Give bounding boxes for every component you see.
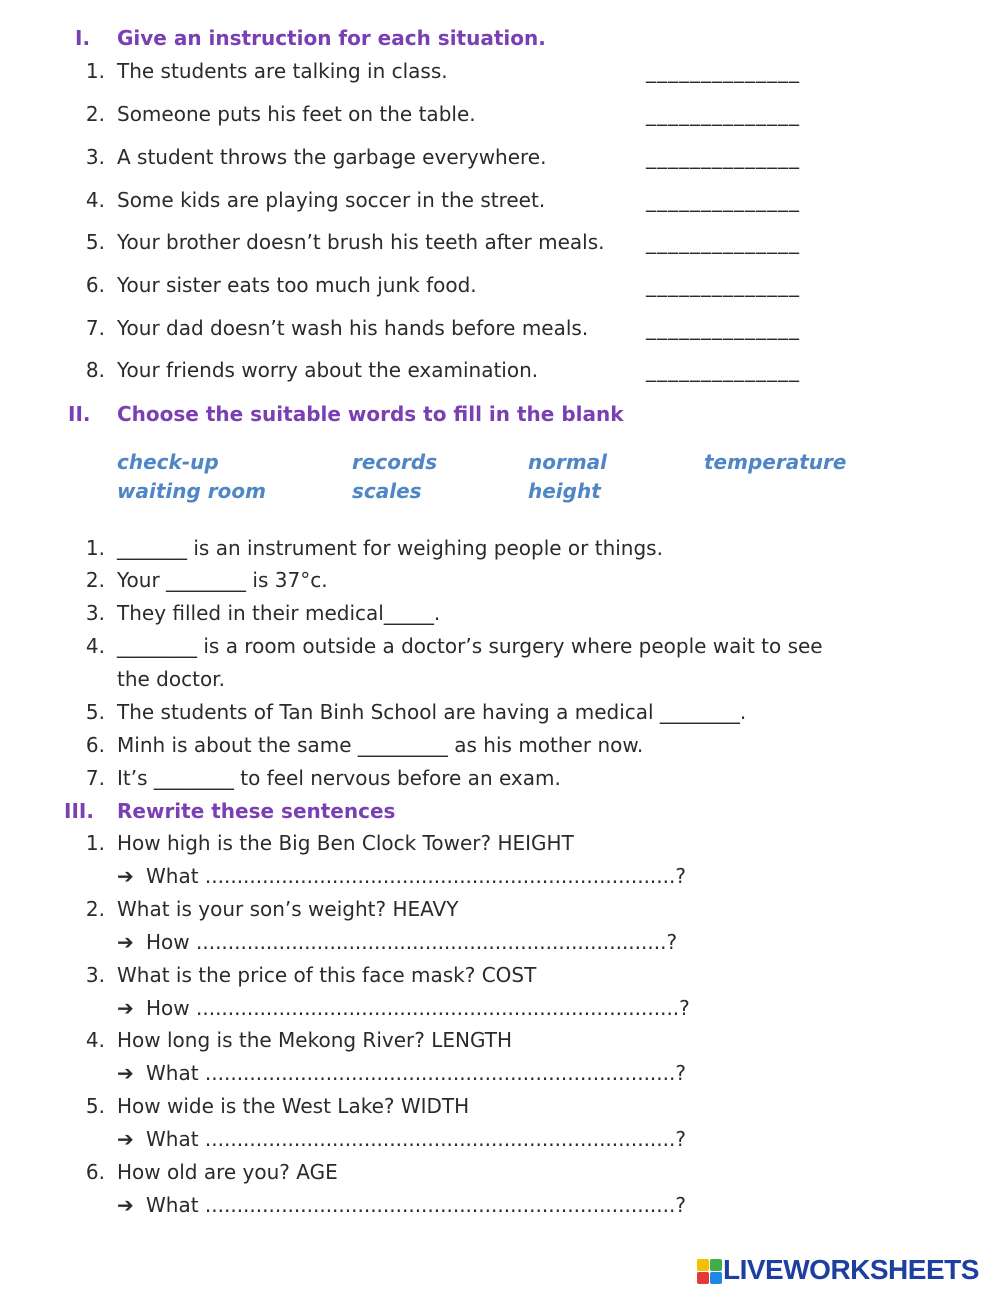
section3-title: Rewrite these sentences xyxy=(117,799,396,823)
fill-blank-sentence[interactable]: ________ is a room outside a doctor’s surgery where people wait to see xyxy=(117,634,823,658)
fill-blank-sentence[interactable]: Your ________ is 37°c. xyxy=(117,568,328,592)
item-number: 1. xyxy=(85,59,105,83)
situation-text: Your brother doesn’t brush his teeth after meals. xyxy=(117,230,605,254)
situation-text: Your sister eats too much junk food. xyxy=(117,273,477,297)
section2-title: Choose the suitable words to fill in the blank xyxy=(117,402,624,426)
word-bank-item: normal xyxy=(528,450,608,474)
rewrite-answer-line[interactable]: How ............................................................................? xyxy=(146,996,690,1020)
section3-number: III. xyxy=(64,799,94,823)
situation-text: Your friends worry about the examination. xyxy=(117,358,539,382)
rewrite-prompt: What is the price of this face mask? COST xyxy=(117,963,537,987)
situation-text: Your dad doesn’t wash his hands before meals. xyxy=(117,316,589,340)
item-number: 5. xyxy=(85,700,105,724)
rewrite-answer-line[interactable]: What ..........................................................................? xyxy=(146,1193,686,1217)
answer-blank[interactable]: ______________ xyxy=(646,230,800,254)
arrow-icon: ➔ xyxy=(117,1193,134,1217)
answer-blank[interactable]: ______________ xyxy=(646,358,800,382)
answer-blank[interactable]: ______________ xyxy=(646,145,800,169)
word-bank-item: height xyxy=(528,479,601,503)
arrow-icon: ➔ xyxy=(117,864,134,888)
item-number: 8. xyxy=(85,358,105,382)
situation-text: A student throws the garbage everywhere. xyxy=(117,145,547,169)
item-number: 6. xyxy=(85,733,105,757)
item-number: 3. xyxy=(85,145,105,169)
item-number: 6. xyxy=(85,273,105,297)
word-bank-item: temperature xyxy=(704,450,847,474)
rewrite-answer-line[interactable]: What ..........................................................................? xyxy=(146,1061,686,1085)
situation-text: Someone puts his feet on the table. xyxy=(117,102,476,126)
item-number: 4. xyxy=(85,188,105,212)
logo-mark-icon xyxy=(697,1259,723,1285)
arrow-icon: ➔ xyxy=(117,1061,134,1085)
item-number: 2. xyxy=(85,897,105,921)
answer-blank[interactable]: ______________ xyxy=(646,59,800,83)
word-bank-item: scales xyxy=(352,479,422,503)
arrow-icon: ➔ xyxy=(117,996,134,1020)
fill-blank-sentence[interactable]: They filled in their medical_____. xyxy=(117,601,441,625)
item-number: 2. xyxy=(85,568,105,592)
arrow-icon: ➔ xyxy=(117,930,134,954)
rewrite-prompt: How high is the Big Ben Clock Tower? HEIGHT xyxy=(117,831,574,855)
section1-title: Give an instruction for each situation. xyxy=(117,26,546,50)
rewrite-prompt: What is your son’s weight? HEAVY xyxy=(117,897,459,921)
item-number: 4. xyxy=(85,634,105,658)
rewrite-answer-line[interactable]: What ..........................................................................? xyxy=(146,1127,686,1151)
item-number: 6. xyxy=(85,1160,105,1184)
liveworksheets-logo xyxy=(697,1254,979,1286)
item-number: 1. xyxy=(85,831,105,855)
answer-blank[interactable]: ______________ xyxy=(646,316,800,340)
item-number: 2. xyxy=(85,102,105,126)
item-number: 7. xyxy=(85,766,105,790)
rewrite-prompt: How wide is the West Lake? WIDTH xyxy=(117,1094,470,1118)
fill-blank-sentence[interactable]: The students of Tan Binh School are having a medical ________. xyxy=(117,700,747,724)
rewrite-prompt: How old are you? AGE xyxy=(117,1160,338,1184)
item-number: 3. xyxy=(85,601,105,625)
rewrite-answer-line[interactable]: What ..........................................................................? xyxy=(146,864,686,888)
section1-number: I. xyxy=(75,26,91,50)
item-number: 5. xyxy=(85,230,105,254)
fill-blank-sentence[interactable]: It’s ________ to feel nervous before an exam. xyxy=(117,766,561,790)
answer-blank[interactable]: ______________ xyxy=(646,102,800,126)
word-bank-item: waiting room xyxy=(117,479,266,503)
situation-text: The students are talking in class. xyxy=(117,59,448,83)
logo-text: LIVEWORKSHEETS xyxy=(723,1254,979,1285)
item-number: 5. xyxy=(85,1094,105,1118)
rewrite-prompt: How long is the Mekong River? LENGTH xyxy=(117,1028,512,1052)
section2-number: II. xyxy=(68,402,91,426)
answer-blank[interactable]: ______________ xyxy=(646,188,800,212)
item-number: 4. xyxy=(85,1028,105,1052)
answer-blank[interactable]: ______________ xyxy=(646,273,800,297)
fill-blank-sentence[interactable]: the doctor. xyxy=(117,667,225,691)
rewrite-answer-line[interactable]: How ..........................................................................? xyxy=(146,930,678,954)
item-number: 7. xyxy=(85,316,105,340)
item-number: 1. xyxy=(85,536,105,560)
arrow-icon: ➔ xyxy=(117,1127,134,1151)
item-number: 3. xyxy=(85,963,105,987)
word-bank-item: records xyxy=(352,450,438,474)
situation-text: Some kids are playing soccer in the street. xyxy=(117,188,546,212)
word-bank-item: check-up xyxy=(117,450,219,474)
fill-blank-sentence[interactable]: _______ is an instrument for weighing people or things. xyxy=(117,536,663,560)
fill-blank-sentence[interactable]: Minh is about the same _________ as his mother now. xyxy=(117,733,644,757)
